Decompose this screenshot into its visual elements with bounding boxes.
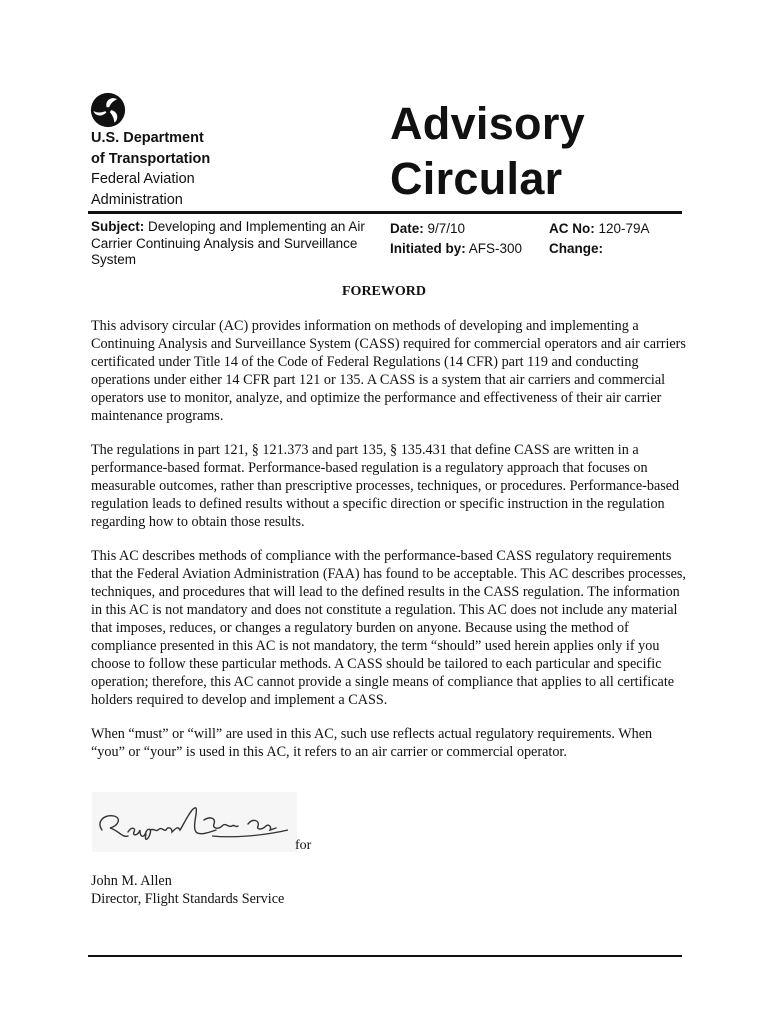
department-line-2: of Transportation xyxy=(91,150,211,167)
subject-label: Subject: xyxy=(91,219,145,234)
signer-title: Director, Flight Standards Service xyxy=(91,891,285,907)
ac-number-block xyxy=(549,219,650,259)
paragraph-4: When “must” or “will” are used in this AC, such use reflects actual regulatory requirements. When “you” or “your” is used in this AC, it refers to an air carrier or commercial operator. xyxy=(91,726,653,760)
department-block xyxy=(91,128,210,210)
date-label: Date: xyxy=(390,221,424,236)
dot-logo-icon xyxy=(90,92,126,128)
foreword-body xyxy=(91,317,687,777)
date-value: 9/7/10 xyxy=(427,221,466,236)
footer-rule xyxy=(88,955,682,957)
ac-no-value: 120-79A xyxy=(598,221,650,236)
subject-block xyxy=(91,219,366,269)
title-line-1: Advisory xyxy=(390,98,585,149)
department-line-1: U.S. Department xyxy=(91,130,204,146)
agency-line-2: Administration xyxy=(91,191,183,208)
for-text: for xyxy=(295,838,312,853)
paragraph-1: This advisory circular (AC) provides information on methods of developing and implementing a Continuing Analysis and Surveillance System (CASS) required for commercial operators and air carriers certificated under Title 14 of the Code of Federal Regulations (14 CFR) part 119 and conducting operations under either 14 CFR part 121 or 135. A CASS is a system that air carriers and commercial operators use to monitor, analyze, and optimize the performance and effectiveness of their air carrier maintenance programs. xyxy=(91,318,686,424)
agency-line-1: Federal Aviation xyxy=(91,171,195,187)
date-initiated-block xyxy=(390,219,522,259)
paragraph-3: This AC describes methods of compliance with the performance-based CASS regulatory requirements that the Federal Aviation Administration (FAA) has found to be acceptable. This AC describes processes, techniques, and procedures that will lead to the defined results in the CASS regulation. The information in this AC is not mandatory and does not constitute a regulation. This AC does not include any material that imposes, reduces, or changes a regulatory burden on anyone. Because using the method of compliance presented in this AC is not mandatory, the term “should” used herein applies only if you choose to follow these particular methods. A CASS should be tailored to each particular and specific operation; therefore, this AC cannot provide a single means of compliance that applies to all certificate holders required to develop and implement a CASS. xyxy=(91,548,686,708)
signer-block xyxy=(91,872,284,908)
header-rule xyxy=(88,211,682,214)
paragraph-2: The regulations in part 121, § 121.373 and part 135, § 135.431 that define CASS are written in a performance-based format. Performance-based regulation is a regulatory approach that focuses on measurable outcomes, rather than prescriptive processes, techniques, or procedures. Performance-based regulation leads to defined results without a specific direction or specific instruction in the regulation regarding how to obtain those results. xyxy=(91,442,680,530)
foreword-heading: FOREWORD xyxy=(342,284,426,299)
signature-image xyxy=(92,792,297,852)
signer-name: John M. Allen xyxy=(91,873,172,889)
title-line-2: Circular xyxy=(390,153,563,204)
ac-no-label: AC No: xyxy=(549,221,595,236)
initiated-value: AFS-300 xyxy=(468,241,523,256)
subject-text: Developing and Implementing an Air Carrier Continuing Analysis and Surveillance System xyxy=(91,219,365,267)
document-title xyxy=(390,96,585,206)
initiated-label: Initiated by: xyxy=(390,241,466,256)
change-label: Change: xyxy=(549,241,603,256)
